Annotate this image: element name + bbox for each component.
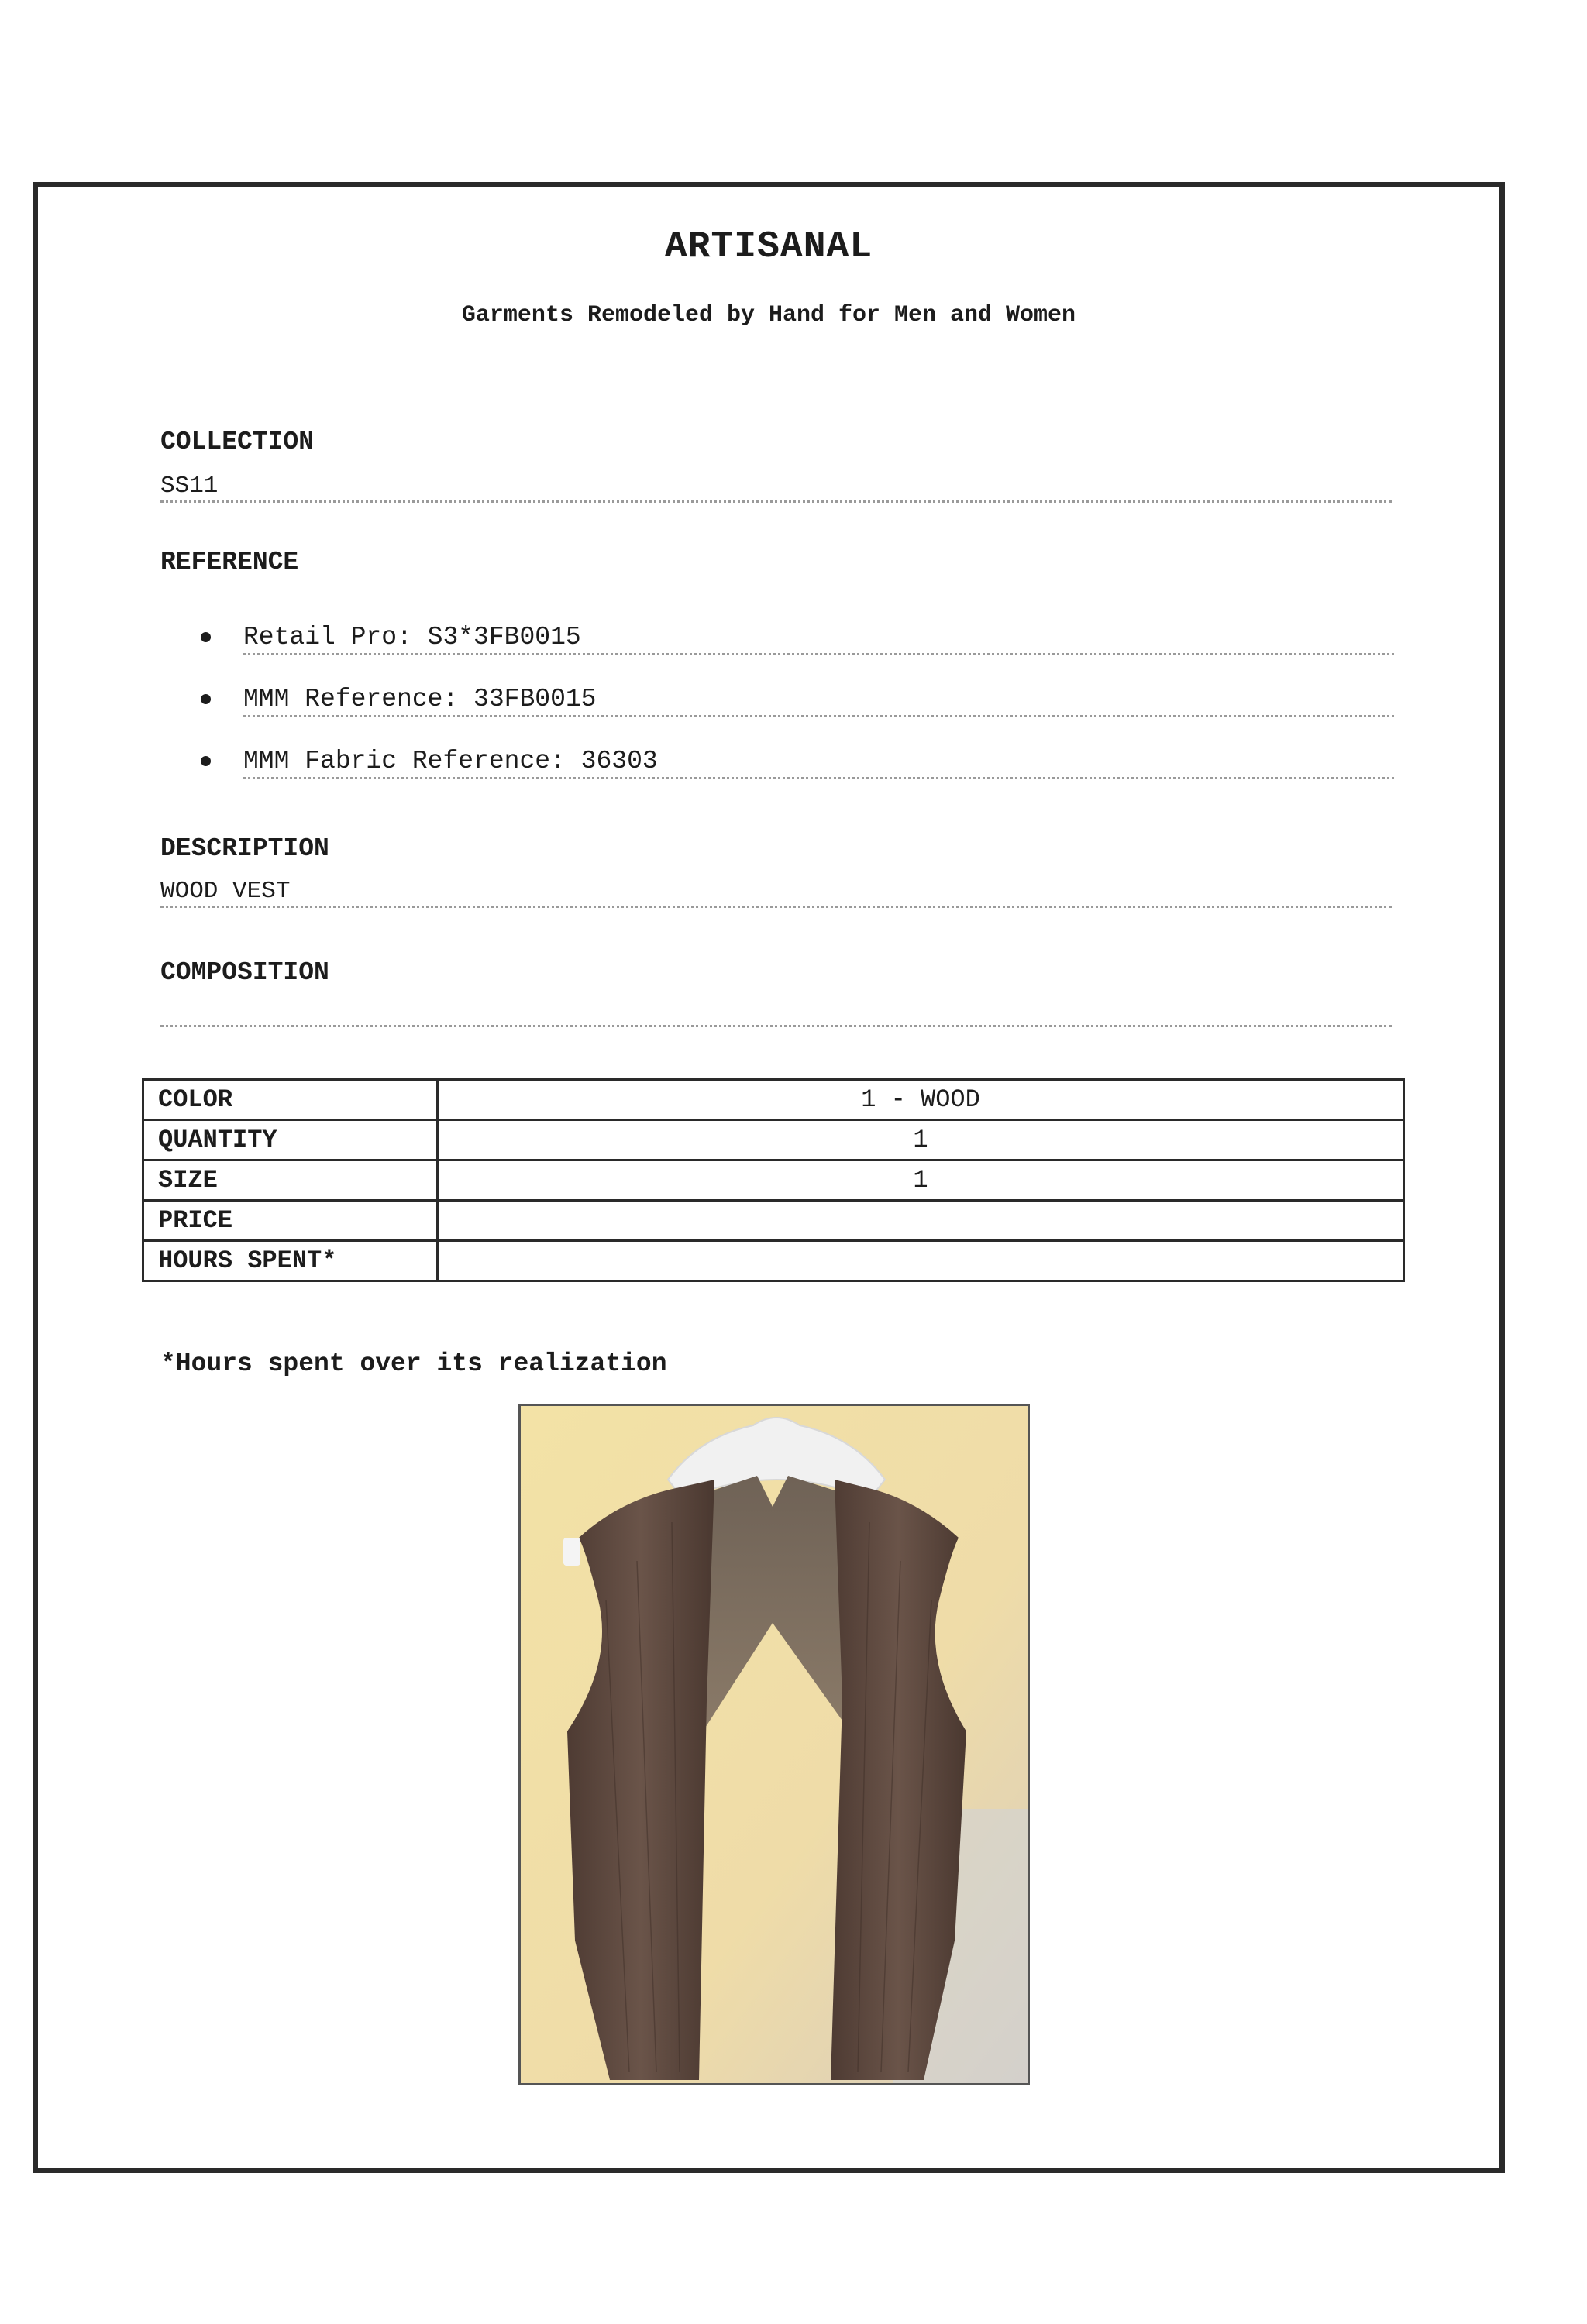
page-subtitle: Garments Remodeled by Hand for Men and Women <box>461 302 1076 328</box>
description-value: WOOD VEST <box>160 875 1392 908</box>
reference-item-text: MMM Fabric Reference: 36303 <box>243 745 1394 779</box>
footnote: *Hours spent over its realization <box>160 1349 667 1378</box>
quantity-value: 1 <box>438 1120 1404 1160</box>
size-value: 1 <box>438 1160 1404 1201</box>
reference-item <box>201 683 1394 719</box>
quantity-key: QUANTITY <box>143 1120 438 1160</box>
table-row <box>143 1080 1404 1120</box>
price-key: PRICE <box>143 1201 438 1241</box>
reference-item <box>201 745 1394 781</box>
wood-vest-image <box>521 1406 1028 2083</box>
description-label: DESCRIPTION <box>160 834 329 863</box>
table-row <box>143 1201 1404 1241</box>
table-row <box>143 1241 1404 1281</box>
bullet-icon <box>201 632 211 642</box>
table-row <box>143 1120 1404 1160</box>
table-row <box>143 1160 1404 1201</box>
hours-spent-value <box>438 1241 1404 1281</box>
reference-item <box>201 621 1394 657</box>
collection-label: COLLECTION <box>160 428 315 456</box>
reference-item-text: MMM Reference: 33FB0015 <box>243 683 1394 717</box>
reference-label: REFERENCE <box>160 548 299 576</box>
color-value: 1 - WOOD <box>438 1080 1404 1120</box>
product-photo <box>518 1404 1030 2085</box>
page-title: ARTISANAL <box>664 226 873 268</box>
size-key: SIZE <box>143 1160 438 1201</box>
color-key: COLOR <box>143 1080 438 1120</box>
composition-label: COMPOSITION <box>160 958 329 987</box>
price-value <box>438 1201 1404 1241</box>
composition-value <box>160 995 1392 1027</box>
hours-spent-key: HOURS SPENT* <box>143 1241 438 1281</box>
bullet-icon <box>201 756 211 766</box>
collection-value: SS11 <box>160 470 1392 503</box>
bullet-icon <box>201 694 211 704</box>
spec-table <box>142 1078 1405 1282</box>
spec-sheet <box>33 182 1505 2173</box>
reference-item-text: Retail Pro: S3*3FB0015 <box>243 621 1394 655</box>
